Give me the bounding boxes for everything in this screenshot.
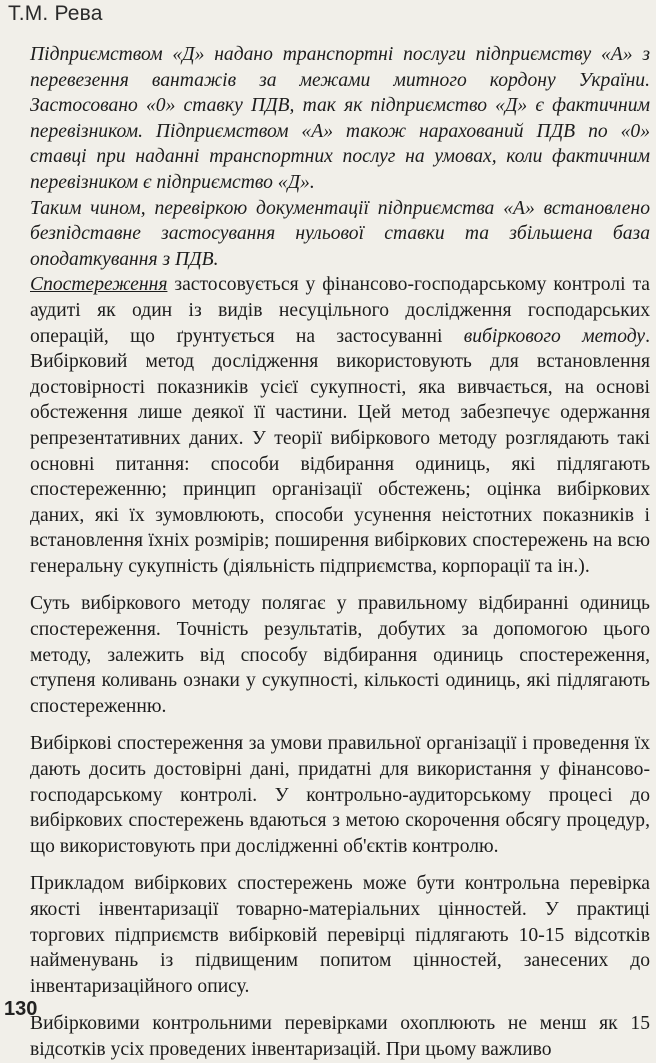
paragraph-sampling-reliability: Вибіркові спостереження за умови правильної організації і проведення їх дають досить достовірні дані, придатні для використання у фінансово-господарському контролі. У контрольно-аудиторському процесі до вибіркових спостережень вдаються з метою скорочення обсягу процедур, що використовують при дослідженні об'єктів контролю. bbox=[30, 733, 650, 857]
paragraph-observation-text-a: застосовується у фінансово-господарському контролі та аудиті як один із видів несуцільного дослідження господарських операцій, що ґрунтується на застосуванні bbox=[30, 274, 650, 347]
term-observation: Спостереження bbox=[30, 274, 168, 296]
paragraph-observation-definition bbox=[30, 272, 650, 579]
running-header-author: Т.М. Рева bbox=[8, 2, 103, 25]
emphasis-sampling-method: вибіркового методу bbox=[463, 325, 646, 347]
paragraph-observation-text-b: . Вибірковий метод дослідження використовують для встановлення достовірності показників усієї сукупності, яка вивчається, на основі обстеження лише деякої її частини. Цей метод забезпечує одержання репрезентативних даних. У теорії вибіркового методу розглядають такі основні питання: способи відбирання одиниць, які підлягають спостереженню; принцип організації обстежень; оцінка вибіркових даних, які їх зумовлюють, способи усунення неістотних показників і встановлення їхніх розмірів; поширення вибіркових спостережень на всю генеральну сукупність (діяльність підприємства, корпорації та ін.). bbox=[30, 325, 650, 577]
body-text bbox=[30, 42, 650, 1063]
page-number: 130 bbox=[4, 998, 38, 1020]
paragraph-example-1: Підприємством «Д» надано транспортні послуги підприємству «А» з перевезення вантажів за межами митного кордону України. Застосовано «0» ставку ПДВ, так як підприємство «Д» є фактичним перевізником. Підприємством «А» також нарахований ПДВ по «0» ставці при наданні транспортних послуг на умовах, коли фактичним перевізником є підприємство «Д». bbox=[30, 44, 650, 193]
paragraph-sampling-essence: Суть вибіркового методу полягає у правильному відбиранні одиниць спостереження. Точність результатів, добутих за допомогою цього методу, залежить від способу відбирання одиниць спостереження, ступеня коливань ознаки у сукупності, кількості одиниць, які підлягають спостереженню. bbox=[30, 593, 650, 717]
paragraph-sampling-example: Прикладом вибіркових спостережень може бути контрольна перевірка якості інвентаризації товарно-матеріальних цінностей. У практиці торгових підприємств вибірковій перевірці підлягають 10-15 відсотків найменувань із підвищеним попитом цінностей, занесених до інвентаризаційного опису. bbox=[30, 873, 650, 997]
paragraph-example-conclusion: Таким чином, перевіркою документації підприємства «А» встановлено безпідставне застосування нульової ставки та збільшена база оподаткування з ПДВ. bbox=[30, 197, 650, 270]
paragraph-sampling-coverage: Вибірковими контрольними перевірками охоплюють не менш як 15 відсотків усіх проведених інвентаризацій. При цьому важливо bbox=[30, 1013, 650, 1060]
